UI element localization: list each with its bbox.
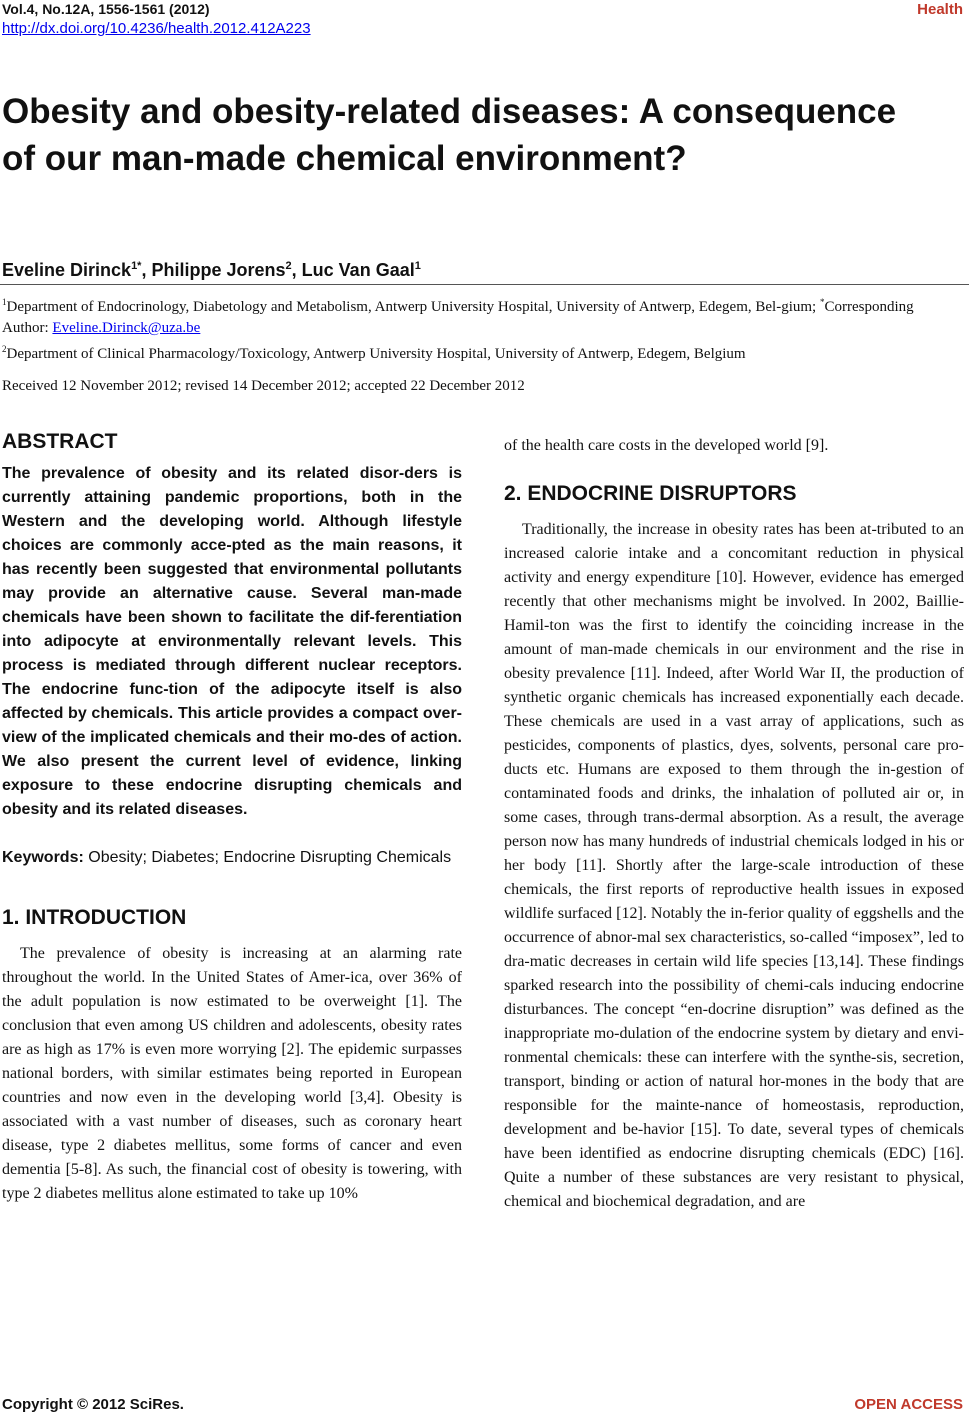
right-column <box>504 434 964 1214</box>
keywords <box>2 846 462 870</box>
keywords-label: Keywords: <box>2 849 84 866</box>
journal-header <box>2 0 311 39</box>
continuation-text: of the health care costs in the developed world [9]. <box>504 437 829 454</box>
corresponding-sup: * <box>819 297 825 307</box>
copyright: Copyright © 2012 SciRes. <box>2 1396 184 1413</box>
author-sup: 2 <box>285 260 292 272</box>
section-heading: 2. ENDOCRINE DISRUPTORS <box>504 482 797 505</box>
author-name: Philippe Jorens <box>151 260 286 280</box>
journal-volume: Vol.4, No.12A, 1556-1561 (2012) <box>2 1 210 17</box>
author-separator: , <box>141 260 152 280</box>
corresponding-label: Corresponding Author: <box>2 299 914 336</box>
affiliation-sup: 2 <box>2 344 7 354</box>
author-name: Eveline Dirinck <box>2 260 132 280</box>
intro-text: The prevalence of obesity is increasing at an alarming rate throughout the world. In the United States of Amer-ica, over 36% of the adult population is now estimated to be overweight [1]. The conclusion that even among US children and adolescents, obesity rates are as high as 17% is even more worrying [2]. The epidemic surpasses national borders, with similar estimates being reported in European countries and now even in the developing world [3,4]. Obesity is associated with a vast number of diseases, such as coronary heart disease, type 2 diabetes mellitus, some forms of cancer and even dementia [5-8]. As such, the financial cost of obesity is towering, with type 2 diabetes mellitus alone estimated to take up 10% <box>2 945 462 1202</box>
author-divider <box>0 284 969 285</box>
section-text: Traditionally, the increase in obesity rates has been at-tributed to an increased calorie intake and a concomitant reduction in physical activity and energy expenditure [10]. However, evidence has emerged recently that other mechanisms might be involved. In 2002, Baillie-Hamil-ton was the first to identify the coinciding increase in the amount of man-made chemicals in our environment and the rise in obesity prevalence [11]. Indeed, after World War II, the production of synthetic organic chemicals has increased exponentially each decade. These chemicals are used in a vast array of applications, such as pesticides, components of plastics, dyes, solvents, personal care pro-ducts etc. Humans are exposed to them through the in-gestion of contaminated foods and drinks, the inhalation of polluted air or, in some cases, through trans-dermal absorption. As a result, the average person now has many hundreds of industrial chemicals lodged in his or her body [11]. Shortly after the large-scale introduction of these chemicals, the first reports of reproductive health issues in exposed wildlife surfaced [12]. Notably the in-ferior quality of eggshells and the occurrence of abnor-mal sex characteristics, so-called “imposex”, led to dra-matic decreases in certain wild life species [13,14]. These findings sparked research into the possibility of chemi-cals inducing endocrine disturbances. The concept “en-docrine disruption” was defined as the inappropriate mo-dulation of the endocrine system by dietary and envi-ronmental chemicals: these can interfere with the synthe-sis, secretion, transport, binding or action of natural hor-mones in the body that are responsible for the mainte-nance of homeostasis, reproduction, development and be-havior [15]. To date, several types of chemicals have been identified as endocrine disrupting chemicals (EDC) [16]. Quite a number of these substances are very resistant to physical, chemical and biochemical degradation, and are <box>504 521 964 1210</box>
journal-name: Health <box>917 1 963 18</box>
abstract-text: The prevalence of obesity and its related disor-ders is currently attaining pandemic proportions, both in the Western and the developing world. Although lifestyle choices are commonly acce-pted as the main reasons, it has recently been suggested that environmental pollutants may provide an alternative cause. Several man-made chemicals have been shown to facilitate the dif-ferentiation into adipocyte at environmentally relevant levels. This process is mediated through different nuclear receptors. The endocrine func-tion of the adipocyte itself is also affected by chemicals. This article provides a compact over-view of the implicated chemicals and their mo-des of action. We also present the current level of evidence, linking exposure to these endocrine disrupting chemicals and obesity and its related diseases. <box>2 465 462 818</box>
author-name: Luc Van Gaal <box>301 260 415 280</box>
abstract-heading: ABSTRACT <box>2 430 118 453</box>
intro-heading: 1. INTRODUCTION <box>2 906 187 929</box>
affiliation-2 <box>2 339 962 365</box>
author-sup: 1* <box>131 260 142 272</box>
author-separator: , <box>291 260 302 280</box>
affiliation-text: Department of Clinical Pharmacology/Toxicology, Antwerp University Hospital, University of Antwerp, Edegem, Belgium <box>6 346 746 362</box>
keywords-list: Obesity; Diabetes; Endocrine Disrupting Chemicals <box>83 849 452 866</box>
affiliation-sup: 1 <box>2 297 7 307</box>
paper-title: Obesity and obesity-related diseases: A consequence of our man-made chemical environment? <box>2 92 897 178</box>
affiliation-1 <box>2 292 962 339</box>
email-link[interactable]: Eveline.Dirinck@uza.be <box>52 320 201 336</box>
author-sup: 1 <box>414 260 421 272</box>
doi-link[interactable]: http://dx.doi.org/10.4236/health.2012.412A223 <box>2 20 311 37</box>
left-column <box>2 428 462 1206</box>
affiliation-text: Department of Endocrinology, Diabetology and Metabolism, Antwerp University Hospital, University of Antwerp, Edegem, Bel-gium; <box>6 299 820 315</box>
affiliations <box>2 292 962 365</box>
author-list <box>2 254 421 282</box>
received-dates: Received 12 November 2012; revised 14 December 2012; accepted 22 December 2012 <box>2 378 525 394</box>
open-access: OPEN ACCESS <box>854 1396 963 1413</box>
